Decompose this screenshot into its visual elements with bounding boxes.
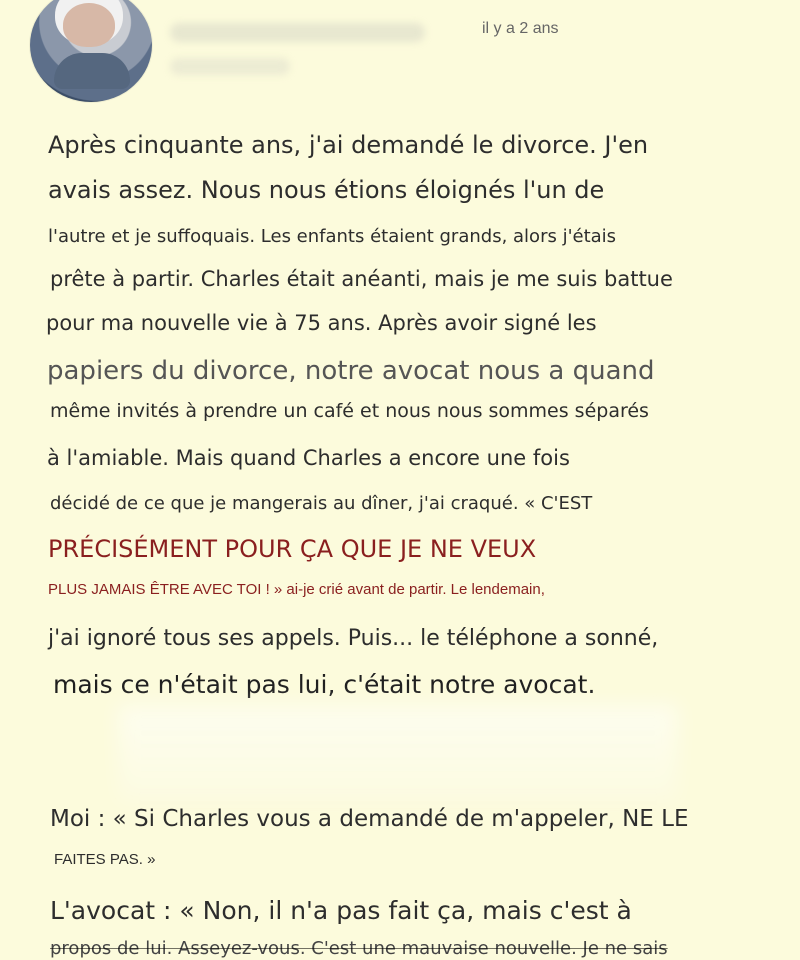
blurred-handle <box>170 58 290 75</box>
story-line: j'ai ignoré tous ses appels. Puis... le téléphone a sonné, <box>48 626 659 651</box>
blurred-region <box>118 705 678 803</box>
post-time: il y a 2 ans <box>482 20 559 37</box>
emphasized-quote: PLUS JAMAIS ÊTRE AVEC TOI ! » ai-je crié avant de partir. Le lendemain, <box>48 581 545 598</box>
dialogue-line: L'avocat : « Non, il n'a pas fait ça, mais c'est à <box>50 896 632 925</box>
avatar[interactable] <box>30 0 152 102</box>
dialogue-line: FAITES PAS. » <box>54 851 156 868</box>
story-line: prête à partir. Charles était anéanti, mais je me suis battue <box>50 267 673 291</box>
story-line: mais ce n'était pas lui, c'était notre avocat. <box>53 670 596 699</box>
blurred-username <box>170 23 425 42</box>
story-line: avais assez. Nous nous étions éloignés l'un de <box>48 176 605 204</box>
story-line: même invités à prendre un café et nous nous sommes séparés <box>50 400 649 422</box>
story-line: Après cinquante ans, j'ai demandé le divorce. J'en <box>48 131 649 159</box>
story-line: pour ma nouvelle vie à 75 ans. Après avoir signé les <box>46 311 597 335</box>
dialogue-line: propos de lui. Asseyez-vous. C'est une mauvaise nouvelle. Je ne sais <box>50 938 668 959</box>
dialogue-line: Moi : « Si Charles vous a demandé de m'appeler, NE LE <box>50 806 689 832</box>
story-line: papiers du divorce, notre avocat nous a quand <box>47 356 655 386</box>
story-line: décidé de ce que je mangerais au dîner, j'ai craqué. « C'EST <box>50 493 593 514</box>
story-line: l'autre et je suffoquais. Les enfants étaient grands, alors j'étais <box>48 226 617 247</box>
story-line: à l'amiable. Mais quand Charles a encore une fois <box>47 446 570 470</box>
emphasized-quote: PRÉCISÉMENT POUR ÇA QUE JE NE VEUX <box>48 535 537 563</box>
